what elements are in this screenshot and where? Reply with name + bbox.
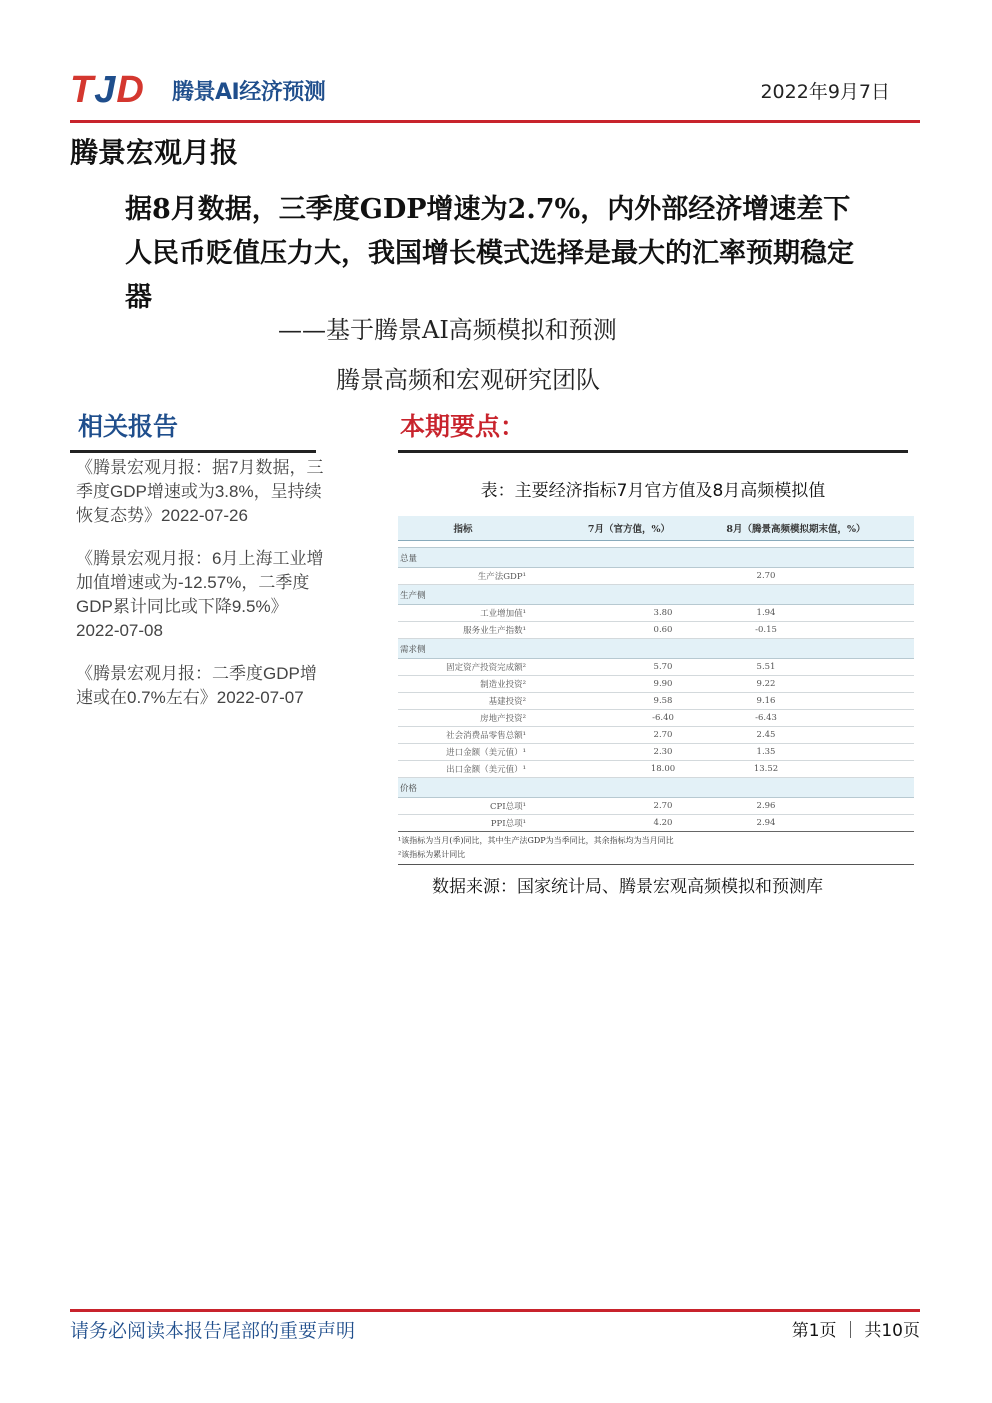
related-reports-divider — [70, 450, 316, 453]
table-row — [398, 710, 914, 727]
table-group-row — [398, 778, 914, 798]
table-row — [398, 568, 914, 585]
related-reports-heading: 相关报告 — [78, 412, 179, 441]
indicator-table — [398, 516, 914, 832]
table-notes — [398, 834, 914, 862]
indicator-cell: 固定资产投资完成额² — [398, 659, 528, 676]
report-series-title: 腾景宏观月报 — [70, 136, 239, 169]
indicator-cell: CPI总项¹ — [398, 798, 528, 815]
report-date: 2022年9月7日 — [760, 81, 890, 103]
column-header: 8月（腾景高频模拟期末值，%） — [678, 516, 914, 541]
data-source: 数据来源：国家统计局、腾景宏观高频模拟和预测库 — [432, 877, 823, 897]
jul-value-cell: 2.70 — [528, 727, 678, 744]
aug-value-cell: -0.15 — [678, 622, 914, 639]
group-label: 价格 — [398, 778, 914, 798]
disclaimer-notice[interactable]: 请务必阅读本报告尾部的重要声明 — [70, 1320, 356, 1342]
logo-mark-text: TJD — [70, 69, 145, 111]
aug-value-cell: 2.96 — [678, 798, 914, 815]
table-row — [398, 605, 914, 622]
key-points-heading: 本期要点： — [400, 412, 526, 441]
key-points-divider — [398, 450, 908, 453]
table-group-row — [398, 639, 914, 659]
jul-value-cell: 3.80 — [528, 605, 678, 622]
indicator-cell: 社会消费品零售总额¹ — [398, 727, 528, 744]
table-row — [398, 727, 914, 744]
jul-value-cell: 9.58 — [528, 693, 678, 710]
aug-value-cell: 9.22 — [678, 676, 914, 693]
aug-value-cell: 5.51 — [678, 659, 914, 676]
research-team: 腾景高频和宏观研究团队 — [336, 366, 600, 394]
table-note: ²该指标为累计同比 — [398, 850, 466, 859]
jul-value-cell: 5.70 — [528, 659, 678, 676]
tjd-logo — [70, 70, 145, 110]
related-report-link[interactable]: 《腾景宏观月报：据7月数据，三季度GDP增速或为3.8%，呈持续恢复态势》2022-07-26 — [76, 458, 324, 525]
indicator-cell: 制造业投资² — [398, 676, 528, 693]
jul-value-cell: 9.90 — [528, 676, 678, 693]
indicator-cell: 服务业生产指数¹ — [398, 622, 528, 639]
jul-value-cell — [528, 568, 678, 585]
jul-value-cell: 0.60 — [528, 622, 678, 639]
table-row — [398, 659, 914, 676]
page-number: 第1页 ｜ 共10页 — [791, 1321, 920, 1341]
jul-value-cell: 4.20 — [528, 815, 678, 832]
aug-value-cell: 13.52 — [678, 761, 914, 778]
table-title: 表：主要经济指标7月官方值及8月高频模拟值 — [480, 481, 826, 501]
column-header: 指标 — [398, 516, 528, 541]
table-row — [398, 676, 914, 693]
indicator-cell: 基建投资² — [398, 693, 528, 710]
indicator-cell: 进口金额（美元值）¹ — [398, 744, 528, 761]
table-group-row — [398, 548, 914, 568]
header-divider — [70, 120, 920, 123]
table-row — [398, 693, 914, 710]
brand-name: 腾景AI经济预测 — [172, 80, 326, 105]
group-label: 总量 — [398, 548, 914, 568]
table-note: ¹该指标为当月(季)同比，其中生产法GDP为当季同比，其余指标均为当月同比 — [398, 836, 674, 845]
indicator-cell: 工业增加值¹ — [398, 605, 528, 622]
report-headline: 据8月数据，三季度GDP增速为2.7%，内外部经济增速差下人民币贬值压力大，我国增长模式选择是最大的汇率预期稳定器 — [125, 194, 854, 313]
aug-value-cell: 2.94 — [678, 815, 914, 832]
aug-value-cell: 2.45 — [678, 727, 914, 744]
table-group-row — [398, 585, 914, 605]
jul-value-cell: -6.40 — [528, 710, 678, 727]
table-bottom-rule — [398, 864, 914, 865]
report-subtitle: ——基于腾景AI高频模拟和预测 — [278, 316, 617, 344]
aug-value-cell: 1.35 — [678, 744, 914, 761]
indicator-cell: 房地产投资² — [398, 710, 528, 727]
group-label: 生产侧 — [398, 585, 914, 605]
table-row — [398, 798, 914, 815]
jul-value-cell: 18.00 — [528, 761, 678, 778]
aug-value-cell: 2.70 — [678, 568, 914, 585]
table-row — [398, 744, 914, 761]
table-row — [398, 815, 914, 832]
table-row — [398, 761, 914, 778]
indicator-table-figure — [398, 516, 914, 865]
aug-value-cell: -6.43 — [678, 710, 914, 727]
table-row — [398, 622, 914, 639]
related-reports-list — [76, 456, 326, 729]
footer-divider — [70, 1309, 920, 1312]
group-label: 需求侧 — [398, 639, 914, 659]
indicator-cell: 出口金额（美元值）¹ — [398, 761, 528, 778]
aug-value-cell: 1.94 — [678, 605, 914, 622]
jul-value-cell: 2.70 — [528, 798, 678, 815]
table-header-row — [398, 516, 914, 541]
indicator-cell: PPI总项¹ — [398, 815, 528, 832]
indicator-cell: 生产法GDP¹ — [398, 568, 528, 585]
jul-value-cell: 2.30 — [528, 744, 678, 761]
related-report-link[interactable]: 《腾景宏观月报：6月上海工业增加值增速或为-12.57%，二季度GDP累计同比或下降9.5%》2022-07-08 — [76, 549, 324, 640]
related-report-link[interactable]: 《腾景宏观月报：二季度GDP增速或在0.7%左右》2022-07-07 — [76, 664, 317, 707]
aug-value-cell: 9.16 — [678, 693, 914, 710]
column-header: 7月（官方值，%） — [528, 516, 678, 541]
